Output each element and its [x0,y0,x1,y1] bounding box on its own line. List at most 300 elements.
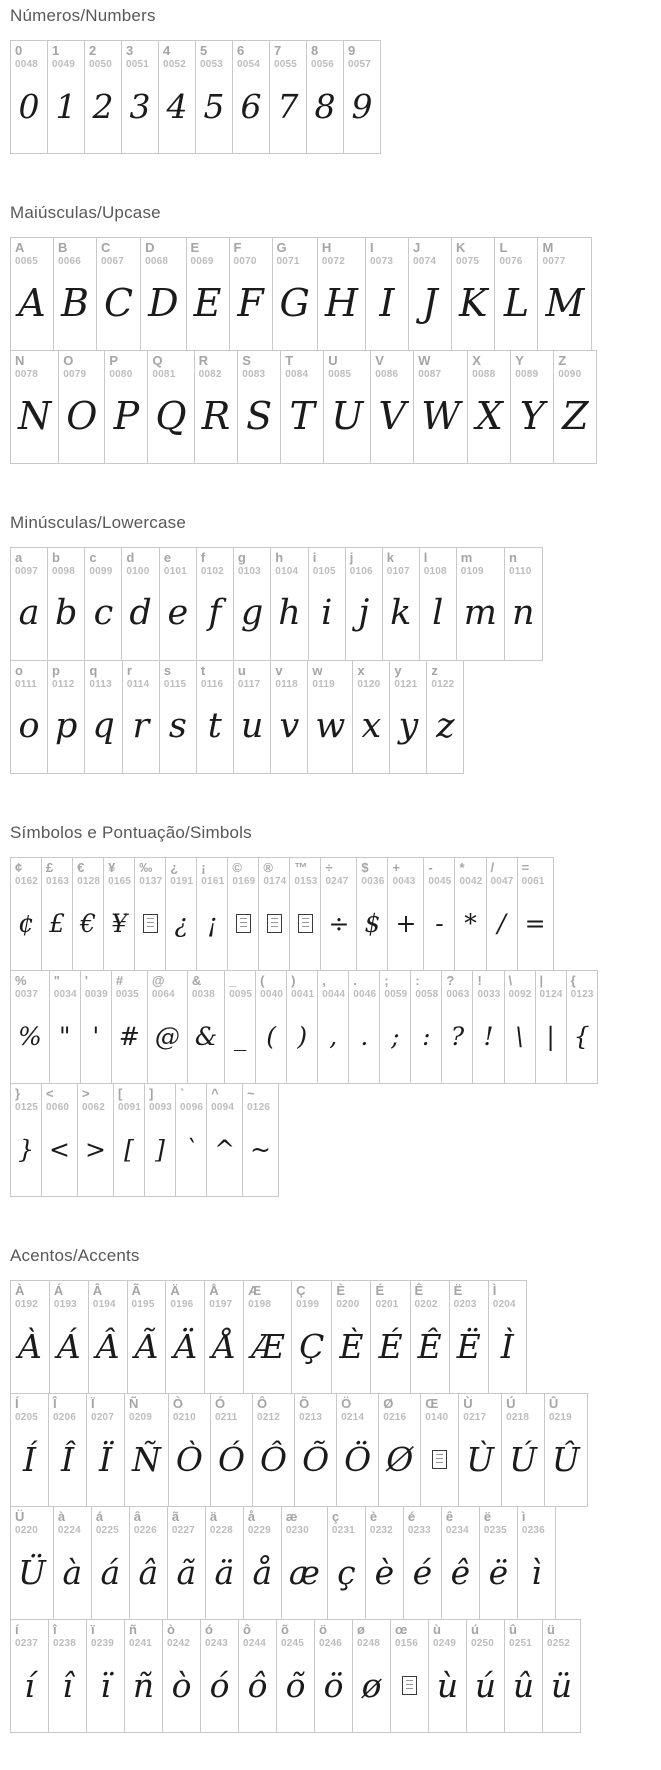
char-meta [502,1394,544,1423]
char-glyph: 1 [55,86,77,126]
glyph-area [271,690,307,773]
glyph-area [168,1536,205,1619]
char-glyph: È [339,1326,364,1366]
glyph-area [353,690,389,773]
char-code: 0076 [499,255,523,267]
char-code: 0098 [52,565,76,577]
char-code: 0085 [328,368,352,380]
glyph-area [511,380,553,463]
char-code: 0087 [418,368,442,380]
char-meta [328,1507,365,1536]
char-code: 0118 [275,678,298,690]
char-meta [125,1394,168,1423]
char-code: 0037 [15,988,39,1000]
char-glyph: l [432,593,444,634]
ref-char: % [15,973,27,988]
glyph-area [388,887,423,970]
char-meta [321,858,356,887]
char-cell [196,857,228,971]
char-glyph: õ [285,1665,306,1705]
glyph-area [321,887,356,970]
glyph-area [148,380,193,463]
ref-char: D [145,240,155,255]
char-glyph: / [497,908,506,938]
glyph-area [78,1113,113,1196]
char-cell [370,1280,410,1394]
glyph-area [427,690,463,773]
char-code: 0040 [260,988,284,1000]
glyph-area [81,1000,111,1083]
ref-char: # [115,973,124,988]
char-glyph: H [324,281,359,326]
char-code: 0093 [149,1101,173,1113]
char-cell [200,1619,239,1733]
missing-glyph-box [432,1450,447,1469]
char-cell [158,40,196,154]
ref-char: é [407,1509,416,1524]
char-glyph: 7 [277,86,299,126]
char-meta [307,41,343,70]
glyph-area [123,690,159,773]
ref-char: i [312,550,317,565]
char-meta [11,1507,53,1536]
char-glyph: á [100,1552,121,1592]
glyph-area [197,577,233,660]
ref-char: " [53,973,60,988]
char-cell [165,857,197,971]
glyph-area [73,887,103,970]
char-meta [332,1281,370,1310]
char-glyph: L [503,281,530,326]
char-code: 0077 [542,255,566,267]
char-meta [243,1084,278,1113]
glyph-area [256,1000,286,1083]
char-meta [459,1394,501,1423]
glyph-area [457,577,504,660]
ref-char: T [285,353,294,368]
char-glyph: Y [519,394,545,439]
char-code: 0112 [52,678,75,690]
glyph-area [169,1423,210,1506]
char-meta [505,971,535,1000]
char-code: 0225 [95,1524,119,1536]
char-meta [196,41,232,70]
char-meta [42,858,72,887]
char-meta [277,1620,314,1649]
char-cell [286,970,318,1084]
char-code: 0110 [508,565,532,577]
char-code: 0071 [276,255,300,267]
char-cell [280,350,324,464]
ref-char: ò [167,1622,175,1637]
char-meta [81,971,111,1000]
char-cell [331,1280,371,1394]
glyph-area [166,887,196,970]
glyph-area [87,1649,124,1732]
char-glyph: â [138,1552,159,1592]
ref-char: M [542,240,554,255]
ref-char: H [321,240,332,255]
ref-char: y [394,663,402,678]
char-meta [123,661,159,690]
char-glyph: " [59,1021,71,1051]
char-meta [128,1281,166,1310]
char-glyph: Ç [299,1326,325,1366]
char-row [10,660,651,774]
ref-char: h [275,550,284,565]
char-meta [344,41,380,70]
glyph-area [505,577,542,660]
glyph-area [49,1423,86,1506]
char-meta [315,1620,352,1649]
ref-char: ^ [211,1086,219,1101]
char-cell [544,1393,588,1507]
glyph-area [42,1113,77,1196]
glyph-area [54,267,96,350]
ref-char: 9 [348,43,356,58]
char-meta [545,1394,587,1423]
char-glyph: ^ [214,1134,236,1164]
char-cell [343,40,381,154]
char-glyph: Æ [251,1326,285,1366]
ref-char: ë [483,1509,492,1524]
char-meta [467,1620,504,1649]
glyph-area [85,577,121,660]
ref-char: ! [477,973,482,988]
section-title-accents: Acentos/Accents [10,1246,140,1265]
char-cell [121,40,159,154]
char-meta [442,971,472,1000]
ref-char: P [109,353,119,368]
char-code: 0193 [53,1298,77,1310]
glyph-area [125,1649,162,1732]
char-meta [11,858,41,887]
glyph-area [187,267,229,350]
ref-char: t [200,663,206,678]
char-code: 0051 [126,58,150,70]
char-glyph: f [208,593,222,634]
char-cell [456,547,505,661]
char-code: 0035 [115,988,139,1000]
ref-char: Ë [453,1283,463,1298]
ref-char: 3 [126,43,134,58]
char-code: 0212 [257,1411,281,1423]
char-cell [403,1506,442,1620]
char-table-accents [10,1280,651,1733]
char-cell [488,1280,527,1394]
char-glyph: I [379,281,395,326]
glyph-area [332,1310,370,1393]
char-meta [42,1084,77,1113]
char-glyph: , [329,1021,338,1051]
glyph-area [244,1536,281,1619]
glyph-area [197,690,233,773]
glyph-area [225,1000,255,1083]
char-glyph: C [104,281,134,326]
char-meta [11,661,47,690]
char-meta [271,548,308,577]
char-meta [295,1394,336,1423]
glyph-area [391,1649,428,1732]
char-glyph: b [55,593,78,634]
glyph-area [287,1000,317,1083]
char-code: 0213 [299,1411,323,1423]
char-glyph: Û [551,1439,580,1479]
char-glyph: a [18,593,40,634]
glyph-area [346,577,382,660]
char-code: 0073 [370,255,394,267]
char-code: 0038 [191,988,215,1000]
char-meta [197,548,233,577]
char-code: 0099 [89,565,113,577]
char-code: 0226 [133,1524,157,1536]
char-meta [511,351,553,380]
ref-char: á [95,1509,104,1524]
glyph-area [253,1423,294,1506]
char-cell [389,660,427,774]
char-cell [348,970,380,1084]
glyph-area [505,1649,542,1732]
ref-char: Ç [296,1283,306,1298]
ref-char: î [53,1622,57,1637]
char-glyph: F [237,281,264,326]
char-meta [270,41,306,70]
char-meta [404,1507,441,1536]
char-glyph: Ô [260,1439,288,1479]
ref-char: ÷ [325,860,333,875]
char-meta [188,971,224,1000]
char-code: 0229 [247,1524,271,1536]
char-code: 0086 [375,368,399,380]
char-glyph: í [24,1665,35,1705]
char-glyph: < [49,1134,70,1164]
char-code: 0060 [46,1101,70,1113]
ref-char: ó [205,1622,213,1637]
ref-char: s [163,663,172,678]
ref-char: * [459,860,465,875]
glyph-area [473,1000,503,1083]
char-code: 0089 [515,368,539,380]
char-meta [233,41,269,70]
ref-char: ç [331,1509,340,1524]
char-meta [411,1281,449,1310]
char-meta [287,971,317,1000]
char-meta [48,41,84,70]
char-cell [186,237,230,351]
char-glyph: 2 [92,86,114,126]
char-code: 0198 [248,1298,272,1310]
ref-char: ä [209,1509,218,1524]
ref-char: n [508,550,517,565]
char-table-symbols [10,857,651,1197]
char-code: 0162 [15,875,39,887]
char-meta [371,351,413,380]
glyph-area [538,267,591,350]
ref-char: © [232,860,242,875]
char-meta [49,1394,86,1423]
glyph-area [141,267,185,350]
char-glyph: V [378,394,406,439]
char-code: 0232 [369,1524,393,1536]
ref-char: Ü [15,1509,25,1524]
ref-char: Ä [170,1283,180,1298]
glyph-area [228,887,258,970]
char-glyph: ñ [132,1665,155,1705]
char-meta [159,41,195,70]
glyph-area [318,267,365,350]
ref-char: ® [263,860,273,875]
char-code: 0251 [509,1637,533,1649]
glyph-area [11,1536,53,1619]
char-meta [114,1084,144,1113]
char-code: 0066 [58,255,82,267]
char-meta [442,1507,479,1536]
section-symbols [10,822,651,1197]
char-code: 0124 [539,988,563,1000]
char-cell [159,660,197,774]
char-glyph: ì [531,1552,542,1592]
ref-char: < [46,1086,54,1101]
ref-char: â [133,1509,142,1524]
char-cell [113,1083,145,1197]
char-glyph: ~ [250,1134,271,1164]
char-cell [10,970,50,1084]
char-code: 0227 [171,1524,195,1536]
char-cell [317,970,349,1084]
char-glyph: X [475,394,503,439]
char-code: 0196 [170,1298,194,1310]
char-code: 0250 [471,1637,495,1649]
char-meta [429,1620,466,1649]
char-cell [252,1393,295,1507]
char-meta [273,238,317,267]
glyph-area [163,1649,200,1732]
char-code: 0049 [52,58,76,70]
char-glyph: Q [155,394,187,439]
char-code: 0197 [209,1298,233,1310]
ref-char: 2 [89,43,97,58]
char-meta [292,1281,331,1310]
char-code: 0209 [129,1411,153,1423]
ref-char: f [200,550,206,565]
ref-char: ¡ [201,860,206,875]
char-code: 0119 [312,678,335,690]
char-meta [225,971,255,1000]
char-meta [166,858,196,887]
char-meta [543,1620,580,1649]
char-cell [370,350,414,464]
char-code: 0104 [275,565,299,577]
char-code: 0238 [53,1637,77,1649]
char-code: 0203 [453,1298,477,1310]
char-code: 0114 [126,678,150,690]
char-cell [91,1506,130,1620]
glyph-area [420,577,456,660]
char-code: 0106 [349,565,373,577]
ref-char: q [89,663,98,678]
char-cell [352,1619,391,1733]
char-glyph: T [289,394,315,439]
glyph-area [48,70,84,153]
char-code: 0041 [291,988,315,1000]
char-glyph: n [511,593,535,634]
glyph-area [166,1310,204,1393]
char-code: 0074 [413,255,437,267]
ref-char: Q [152,353,163,368]
char-cell [327,1506,366,1620]
char-cell [233,660,272,774]
ref-char: œ [395,1622,408,1637]
char-cell [281,1506,328,1620]
char-code: 0236 [521,1524,545,1536]
glyph-area [383,577,419,660]
char-code: 0105 [312,565,336,577]
ref-char: S [242,353,251,368]
char-code: 0036 [361,875,385,887]
char-cell [53,1506,92,1620]
glyph-area [11,70,47,153]
char-table-numbers [10,40,651,154]
char-glyph: t [207,706,222,747]
char-cell [510,350,554,464]
char-meta [50,971,80,1000]
char-meta [281,351,323,380]
ref-char: Ò [172,1396,183,1411]
ref-char: x [357,663,365,678]
glyph-area [188,1000,224,1083]
char-cell [289,857,321,971]
char-glyph: £ [49,908,66,938]
char-glyph: y [398,706,419,747]
char-glyph: ò [171,1665,192,1705]
glyph-area [518,887,553,970]
glyph-area [495,267,537,350]
char-glyph: _ [233,1021,247,1051]
char-glyph: 3 [129,86,151,126]
glyph-area [455,887,485,970]
char-glyph: J [422,281,438,326]
char-cell [408,237,452,351]
char-cell [242,1083,279,1197]
char-code: 0108 [423,565,447,577]
ref-char: b [52,550,60,565]
char-meta [160,548,196,577]
glyph-area [489,1310,526,1393]
ref-char: ê [445,1509,454,1524]
ref-char: > [82,1086,90,1101]
ref-char: g [237,550,246,565]
char-row [10,547,651,661]
char-cell [306,40,344,154]
char-cell [466,1619,505,1733]
glyph-area [450,1310,488,1393]
ref-char: Ñ [129,1396,139,1411]
ref-char: z [431,663,438,678]
char-cell [124,1393,169,1507]
char-code: 0091 [117,1101,141,1113]
char-meta [54,238,96,267]
char-glyph: ) [297,1021,308,1051]
char-glyph: R [201,394,231,439]
char-code: 0109 [460,565,484,577]
char-meta [145,1084,175,1113]
char-meta [414,351,467,380]
glyph-area [205,1310,243,1393]
char-row [10,1280,651,1394]
char-code: 0043 [392,875,416,887]
ref-char: Ï [91,1396,95,1411]
char-glyph: ( [266,1021,277,1051]
